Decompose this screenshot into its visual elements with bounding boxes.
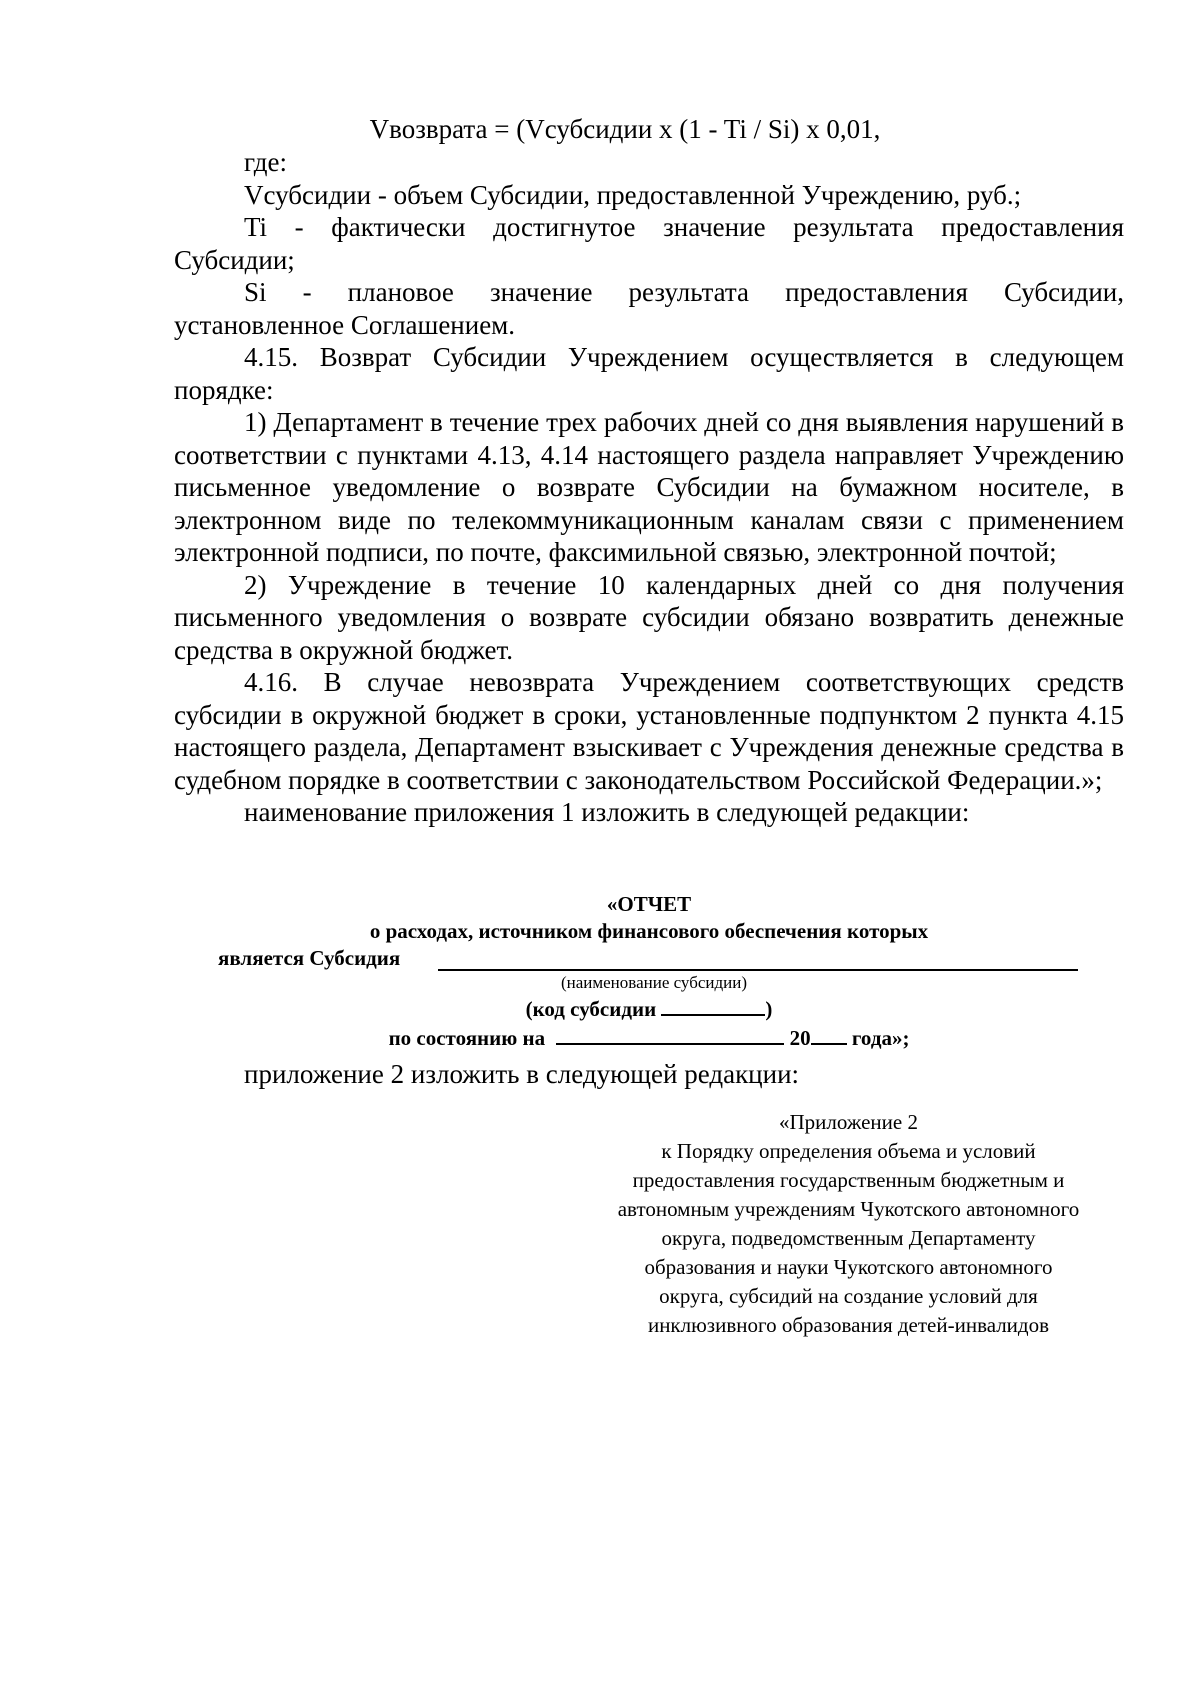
subsidy-name-caption: (наименование субсидии) xyxy=(560,973,748,992)
subsidy-name-blank xyxy=(438,969,1078,971)
report-title: «ОТЧЕТ xyxy=(606,892,692,916)
paragraph-ti: Ti - фактически достигнутое значение результата предоставления Субсидии; xyxy=(174,212,1124,275)
paragraph-v-subsidy: Vсубсидии - объем Субсидии, предоставленной Учреждению, руб.; xyxy=(244,179,1022,210)
refund-formula: Vвозврата = (Vсубсидии x (1 - Ti / Si) x 0,01, xyxy=(369,114,881,144)
body-text-after-report xyxy=(174,1058,1124,1090)
paragraph-4-15-2: 2) Учреждение в течение 10 календарных дней со дня получения письменного уведомления о возврате субсидии обязано возвратить денежные средства в окружной бюджет. xyxy=(174,569,1124,665)
report-form xyxy=(174,891,1124,1052)
appendix-line: автономным учреждениям Чукотского автономного xyxy=(617,1197,1080,1221)
paragraph-4-15-1: 1) Департамент в течение трех рабочих дней со дня выявления нарушений в соответствии с пунктами 4.13, 4.14 настоящего раздела направляет Учреждению письменное уведомление о возврате Субсидии на бумажном носителе, в электронном виде по телекоммуникационным каналам связи с применением электронной подписи, по почте, факсимильной связью, электронной почтой; xyxy=(174,407,1124,567)
appendix-line: округа, подведомственным Департаменту xyxy=(661,1226,1036,1250)
paragraph-appendix-1: наименование приложения 1 изложить в следующей редакции: xyxy=(244,797,970,827)
report-date-row xyxy=(174,1023,1124,1052)
report-year-prefix: 20 xyxy=(789,1026,811,1050)
subsidy-code-close: ) xyxy=(765,997,773,1021)
appendix-header xyxy=(576,1108,1121,1340)
appendix-line: инклюзивного образования детей-инвалидов xyxy=(647,1313,1050,1337)
report-subtitle: о расходах, источником финансового обеспечения которых xyxy=(369,919,929,943)
paragraph-4-16: 4.16. В случае невозврата Учреждением соответствующих средств субсидии в окружной бюджет в сроки, установленные подпунктом 2 пункта 4.15 настоящего раздела, Департамент взыскивает с Учреждения денежные средства в судебном порядке в соответствии с законодательством Российской Федерации.»; xyxy=(174,667,1124,795)
body-text xyxy=(174,146,1124,829)
subsidy-code-blank xyxy=(661,994,765,1016)
report-date-blank xyxy=(556,1023,784,1045)
report-year-blank xyxy=(811,1023,847,1045)
appendix-line: предоставления государственным бюджетным и xyxy=(632,1168,1065,1192)
subsidy-code-row xyxy=(174,994,1124,1023)
appendix-line: «Приложение 2 xyxy=(779,1110,918,1134)
report-date-label: по состоянию на xyxy=(388,1026,546,1050)
paragraph-4-15: 4.15. Возврат Субсидии Учреждением осуществляется в следующем порядке: xyxy=(174,342,1124,405)
paragraph-appendix-2: приложение 2 изложить в следующей редакции: xyxy=(244,1059,800,1089)
subsidy-code-label: (код субсидии xyxy=(525,997,657,1021)
appendix-line: образования и науки Чукотского автономного xyxy=(644,1255,1053,1279)
appendix-line: округа, субсидий на создание условий для xyxy=(659,1284,1038,1308)
paragraph-si: Si - плановое значение результата предоставления Субсидии, установленное Соглашением. xyxy=(174,277,1124,340)
paragraph-where: где: xyxy=(244,147,287,177)
report-subsidy-label: является Субсидия xyxy=(218,946,401,970)
report-year-suffix: года»; xyxy=(851,1026,910,1050)
appendix-line: к Порядку определения объема и условий xyxy=(661,1139,1036,1163)
report-subsidy-row xyxy=(174,945,1124,972)
